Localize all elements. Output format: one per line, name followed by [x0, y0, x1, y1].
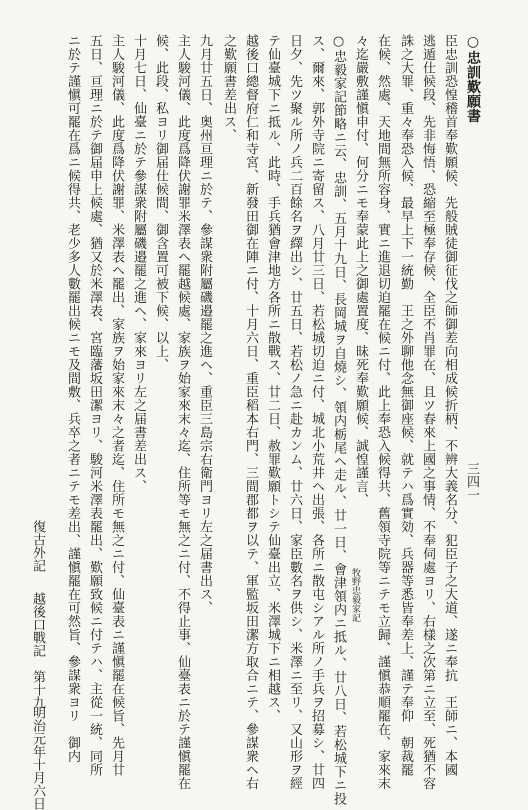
footer-date: 明治元年十月六日: [30, 706, 45, 810]
footer-book: 復古外記: [30, 520, 45, 572]
text-column: 主人駿河儀、此度爲降伏謝罪米澤表ヘ罷越候處、家族ヲ始家來末々迄、住所等モ無之ニ付、不得止事、仙臺表ニ於テ謹愼罷在: [175, 34, 190, 790]
text-column: 越後口總督府仁和寺宮、新發田御在陣ニ付、十月六日、重臣稻本右門、三間郡都ヲ以テ、軍監坂田潔方取合ニテ、參謀衆ヘ右: [243, 34, 258, 790]
text-column: 主人駿河儀、此度爲降伏謝罪、米澤表ヘ罷出、家族ヲ始家來末々之者迄、住所モ無之ニ付、仙臺表ニ謹愼罷在候旨、先月廿: [109, 34, 124, 777]
footer-volume: 越後口戰記 第十九: [30, 592, 45, 709]
text-column: 九月廿五日、奥州亘理ニ於テ、參謀衆附屬磯邉罷之進ヘ、重臣三島宗右衛門ヨリ左之届書出ス、: [197, 34, 212, 615]
text-column: ニ於テ謹愼可罷在爲ニ候得共、老少多人數罷出候ニモ及間敷、兵卒之者ニテモ差出、謹愼罷在可然旨、參謀衆ヨリ 御内: [65, 34, 80, 763]
text-column: 在候、然處、天地間無所容身、實ニ進退切迫罷在候ニ付、此上奉恐入候得共、舊領寺院等ニテモ立歸、謹愼恭順罷在、家來末: [375, 34, 390, 790]
text-column: 日夕、先ツ聚ル所ノ兵二百餘名ヲ繹出シ、廿五日、若松ノ急ニ赴カンム、廿六日、家臣數名ヲ供シ、米澤ニ至リ、又山形ヲ經: [287, 34, 302, 790]
text-column: 々迄嚴敷謹愼申付、何分ニモ奉蒙此上之御處置度、昧死奉歎願候、誠惶謹言、: [353, 34, 368, 507]
section-title: ○忠訓歎願書: [465, 34, 481, 123]
text-column: 之歎願書差出ス、: [221, 34, 236, 142]
note: 牧野忠毅家記: [350, 568, 360, 622]
page-number: 三四一: [464, 462, 479, 501]
text-column: 臣忠訓恐惶稽首奉歎願候、先般賊徒御征伐之師御差向相成候折柄、不辨大義名分、犯臣子之大道、遂ニ奉抗 王師ニ、本國: [442, 34, 457, 777]
text-column: テ仙臺城下ニ抵ル、此時、手兵猶會津地方各所ニ散戰ス、廿二日、赦罪歎願トシテ仙臺出立、米澤城下ニ相越ス、: [265, 34, 280, 723]
text-column: 五日、亘理ニ於テ御届申上候處、猶又於米澤表、宮臨藩坂田潔ヨリ、駿河米澤表罷出、歎願致候ニ付テハ、主從一統、同所: [87, 34, 102, 777]
text-column: 十月七日、仙臺ニ於テ參謀衆附屬磯邉罷之進ヘ、家來ヨリ左之届書差出ス、: [131, 34, 146, 493]
text-column: 誅之大罪、重々奉恐入候、最早上下一統勤 王之外聊他念無御座候、就テハ爲實効、兵器等悉皆奉差上、謹テ奉仰 朝裁罷: [398, 34, 413, 777]
text-column: 候、此段、私ヨリ御届仕候間、御含置可被下候、以上、: [153, 34, 168, 372]
text-column: ○忠毅家記節略ニ云、忠訓、五月十九日、長岡城ヲ自燒シ、領内栃尾ヘ走ル、廿一日、會津領内ニ抵ル、廿八日、若松城下ニ投: [331, 34, 346, 806]
text-column: ス、爾來、郭外寺院ニ寄留ス、八月廿三日、若松城切迫ニ付、城北小荒井ヘ出張、各所ニ散屯シアル所ノ手兵ヲ招募シ、廿四: [309, 34, 324, 790]
text-column: 逃遁仕候段、先非悔悟、恐縮至極奉存候、全臣不肖罪在、且ツ春來上國之事情、不奉伺處ヨリ、右樣之次第ニ立至、死猶不容: [420, 34, 435, 790]
